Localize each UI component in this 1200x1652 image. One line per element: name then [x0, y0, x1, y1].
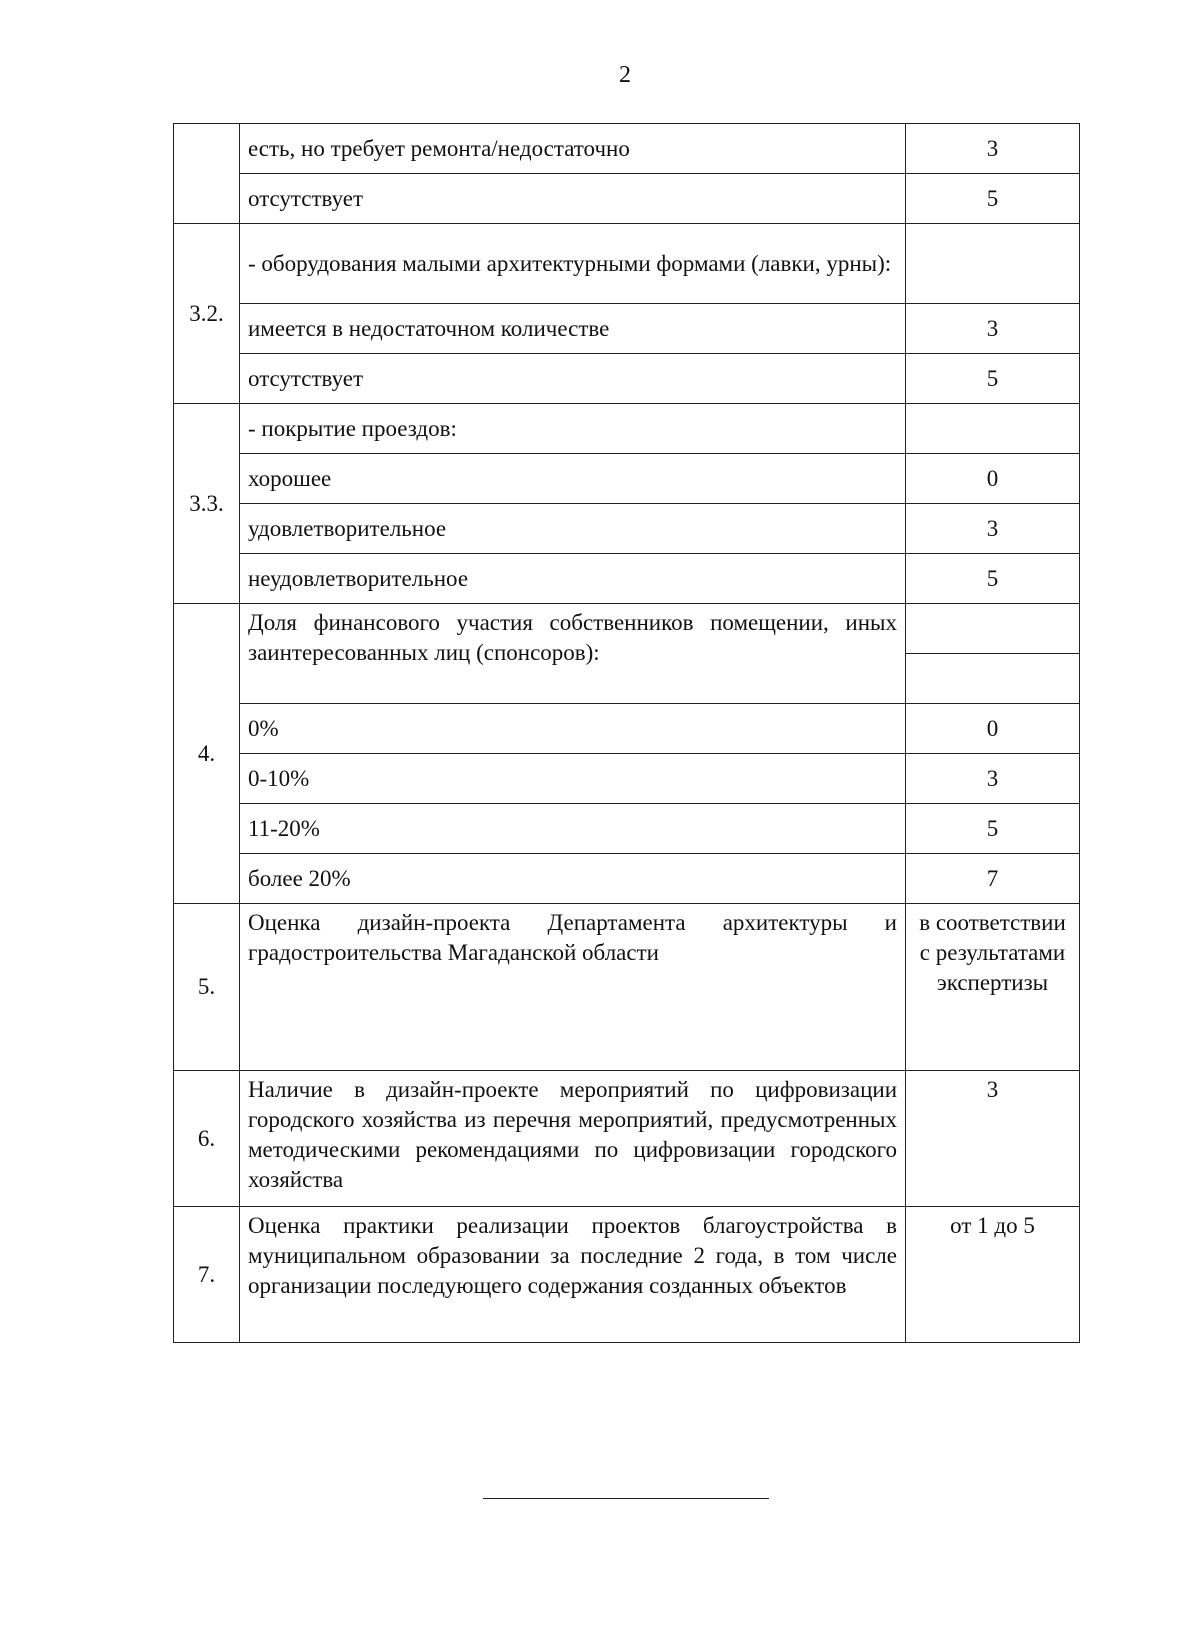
section-number-cell: 4.	[174, 604, 240, 904]
table-row	[174, 504, 1080, 554]
score-cell: 3	[906, 754, 1080, 804]
criterion-option: 0%	[240, 704, 906, 754]
table-row	[174, 1071, 1080, 1207]
table-row	[174, 704, 1080, 754]
criterion-option: хорошее	[240, 454, 906, 504]
criterion-option: более 20%	[240, 854, 906, 904]
score-cell: в соответствии с результатами экспертизы	[906, 904, 1080, 1071]
table-row	[174, 1207, 1080, 1343]
criterion-description: Оценка дизайн-проекта Департамента архитектуры и градостроительства Магаданской области	[240, 904, 906, 1071]
score-cell	[906, 604, 1080, 654]
section-number-cell: 7.	[174, 1207, 240, 1343]
criteria-table	[173, 123, 1080, 1343]
score-cell	[906, 404, 1080, 454]
section-number-cell: 6.	[174, 1071, 240, 1207]
score-cell: 0	[906, 704, 1080, 754]
criterion-option: есть, но требует ремонта/недостаточно	[240, 124, 906, 174]
table-row	[174, 554, 1080, 604]
criterion-option: удовлетворительное	[240, 504, 906, 554]
criterion-option: 0-10%	[240, 754, 906, 804]
table-row	[174, 804, 1080, 854]
end-of-document-line	[483, 1498, 769, 1499]
score-cell: 0	[906, 454, 1080, 504]
score-cell: 7	[906, 854, 1080, 904]
criterion-heading: - покрытие проездов:	[240, 404, 906, 454]
table-row	[174, 354, 1080, 404]
table-row	[174, 174, 1080, 224]
score-cell	[906, 654, 1080, 704]
section-number-cell: 3.2.	[174, 224, 240, 404]
score-cell: 5	[906, 174, 1080, 224]
table-row	[174, 304, 1080, 354]
criterion-option: отсутствует	[240, 354, 906, 404]
criterion-description: Оценка практики реализации проектов благоустройства в муниципальном образовании за последние 2 года, в том числе организации последующего содержания созданных объектов	[240, 1207, 906, 1343]
score-cell: от 1 до 5	[906, 1207, 1080, 1343]
criterion-heading: - оборудования малыми архитектурными формами (лавки, урны):	[240, 224, 906, 304]
table-row	[174, 404, 1080, 454]
table-row	[174, 124, 1080, 174]
score-cell: 5	[906, 354, 1080, 404]
score-cell: 3	[906, 1071, 1080, 1207]
table-row	[174, 904, 1080, 1071]
criterion-description: Наличие в дизайн-проекте мероприятий по цифровизации городского хозяйства из перечня мероприятий, предусмотренных методическими рекомендациями по цифровизации городского хозяйства	[240, 1071, 906, 1207]
score-cell: 3	[906, 304, 1080, 354]
page-number: 2	[619, 62, 631, 88]
table-row	[174, 754, 1080, 804]
section-number-cell: 5.	[174, 904, 240, 1071]
criterion-option: неудовлетворительное	[240, 554, 906, 604]
score-cell	[906, 224, 1080, 304]
table-row	[174, 224, 1080, 304]
table-row	[174, 854, 1080, 904]
section-number-cell	[174, 124, 240, 224]
score-cell: 3	[906, 124, 1080, 174]
score-cell: 3	[906, 504, 1080, 554]
table-row	[174, 604, 1080, 654]
criterion-option: отсутствует	[240, 174, 906, 224]
criterion-option: 11-20%	[240, 804, 906, 854]
criterion-heading: Доля финансового участия собственников помещении, иных заинтересованных лиц (спонсоров):	[240, 604, 906, 704]
table-row	[174, 454, 1080, 504]
score-cell: 5	[906, 804, 1080, 854]
criterion-option: имеется в недостаточном количестве	[240, 304, 906, 354]
score-cell: 5	[906, 554, 1080, 604]
section-number-cell: 3.3.	[174, 404, 240, 604]
